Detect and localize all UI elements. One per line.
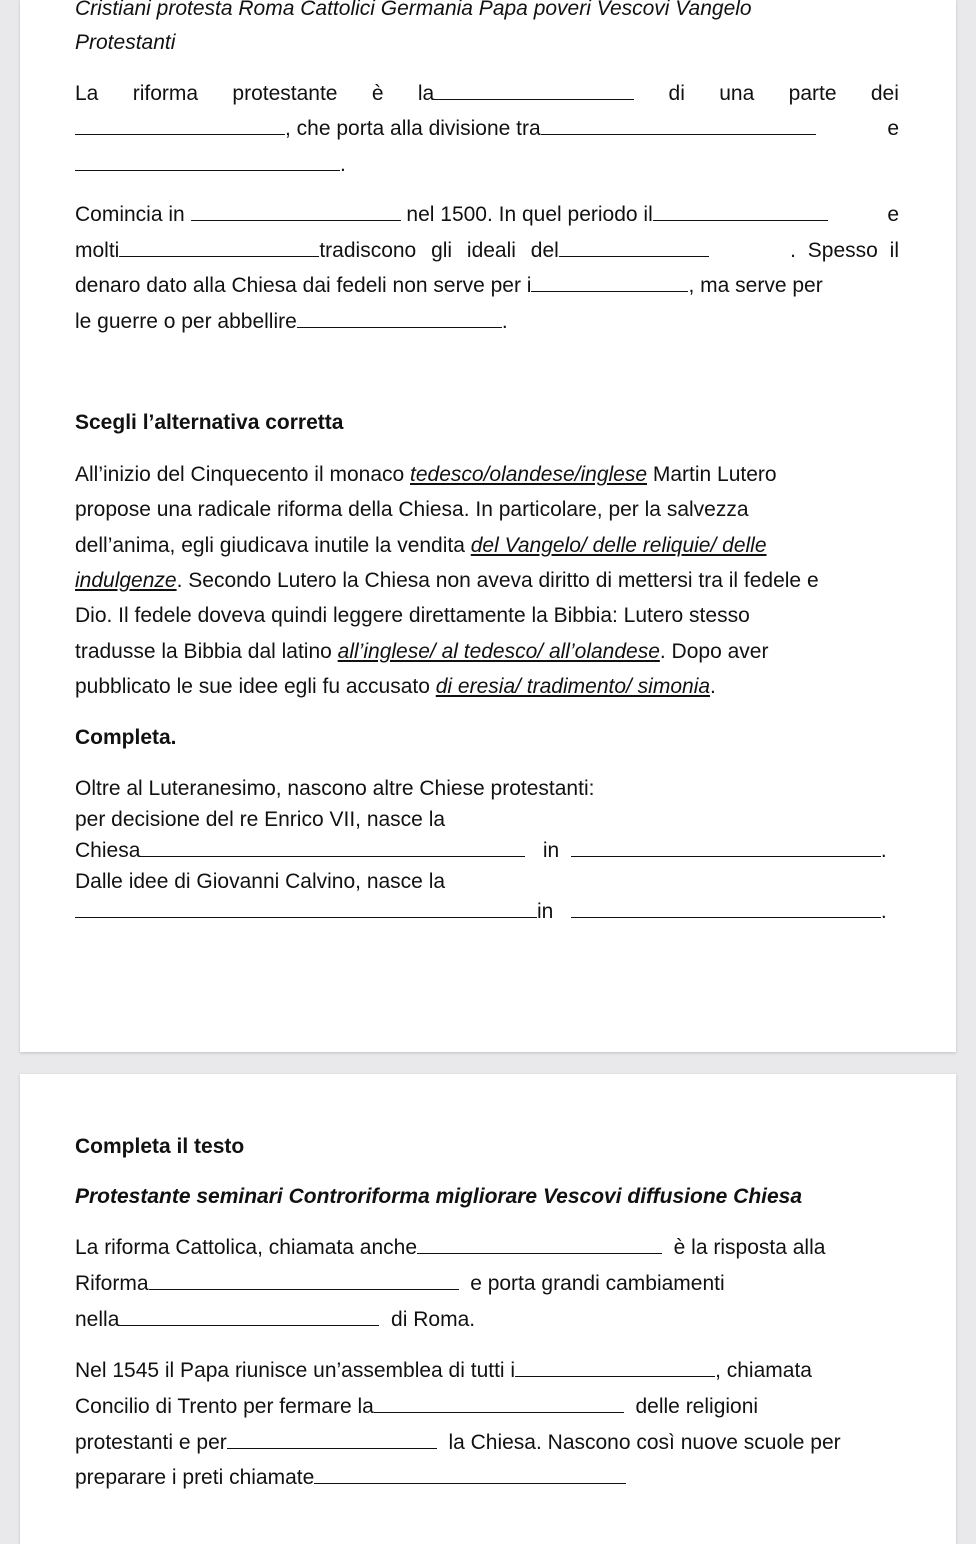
choice-line-5: Dio. Il fedele doveva quindi leggere direttamente la Bibbia: Lutero stesso	[75, 604, 750, 627]
fill-blank[interactable]	[297, 309, 502, 328]
fill-blank[interactable]	[541, 116, 816, 135]
p2-line-4: le guerre o per abbellire .	[75, 310, 508, 333]
choice-line-3: dell’anima, egli giudicava inutile la vendita del Vangelo/ delle reliquie/ delle	[75, 534, 767, 557]
fill-blank[interactable]	[119, 238, 319, 257]
s4-p1-line-3: nella di Roma.	[75, 1308, 476, 1331]
complete-line-4: Dalle idee di Giovanni Calvino, nasce la	[75, 870, 446, 893]
complete-line-1: Oltre al Luteranesimo, nascono altre Chiese protestanti:	[75, 777, 595, 800]
fill-blank[interactable]	[119, 1307, 379, 1326]
fill-blank[interactable]	[571, 838, 881, 857]
p2-line-3: denaro dato alla Chiesa dai fedeli non serve per i , ma serve per	[75, 274, 823, 297]
choice-option[interactable]: all’inglese/ al tedesco/ all’olandese	[337, 640, 660, 663]
word-bank-line-1: Cristiani protesta Roma Cattolici Germania Papa poveri Vescovi Vangelo	[75, 0, 752, 20]
choice-option[interactable]: di eresia/ tradimento/ simonia	[435, 675, 711, 698]
fill-blank[interactable]	[417, 1235, 662, 1254]
s4-p2-line-3: protestanti e per la Chiesa. Nascono così nuove scuole per	[75, 1431, 841, 1454]
s4-p2-line-1: Nel 1545 il Papa riunisce un’assemblea di tutti i , chiamata	[75, 1359, 812, 1382]
choice-option[interactable]: del Vangelo/ delle reliquie/ delle	[470, 534, 767, 557]
complete-line-2: per decisione del re Enrico VII, nasce la	[75, 808, 446, 831]
choice-line-1: All’inizio del Cinquecento il monaco tedesco/olandese/inglese Martin Lutero	[75, 463, 777, 486]
choice-line-4: indulgenze. Secondo Lutero la Chiesa non aveva diritto di mettersi tra il fedele e	[75, 569, 819, 592]
s4-p2-line-2: Concilio di Trento per fermare la delle religioni	[75, 1395, 759, 1418]
s4-p1-line-1: La riforma Cattolica, chiamata anche è la risposta alla	[75, 1236, 826, 1259]
complete-line-5: in .	[75, 899, 887, 925]
fill-blank[interactable]	[149, 1271, 459, 1290]
s4-p1-line-2: Riforma e porta grandi cambiamenti	[75, 1272, 725, 1295]
p2-line-2: molti tradiscono gli ideali del . Spesso il	[75, 239, 899, 262]
choice-line-2: propose una radicale riforma della Chiesa. In particolare, per la salvezza	[75, 498, 749, 521]
fill-blank[interactable]	[374, 1394, 624, 1413]
fill-blank[interactable]	[653, 202, 828, 221]
fill-blank[interactable]	[434, 81, 634, 100]
choice-option[interactable]: indulgenze	[75, 569, 177, 592]
choice-option[interactable]: tedesco/olandese/inglese	[410, 463, 648, 486]
fill-blank[interactable]	[515, 1358, 715, 1377]
section-heading-complete-text: Completa il testo	[75, 1135, 245, 1158]
fill-blank[interactable]	[314, 1465, 626, 1484]
fill-blank[interactable]	[140, 838, 525, 857]
p1-line-3: .	[75, 152, 346, 178]
fill-blank[interactable]	[559, 238, 709, 257]
fill-blank[interactable]	[75, 152, 340, 171]
word-bank-line-2: Protestanti	[75, 31, 176, 54]
p1-line-1: La riforma protestante è la di una parte dei	[75, 82, 899, 105]
p2-line-1: Comincia in nel 1500. In quel periodo il e	[75, 203, 899, 226]
fill-blank[interactable]	[75, 116, 285, 135]
fill-blank[interactable]	[227, 1430, 437, 1449]
fill-blank[interactable]	[571, 899, 881, 918]
section-heading-choose: Scegli l’alternativa corretta	[75, 411, 344, 434]
choice-line-7: pubblicato le sue idee egli fu accusato di eresia/ tradimento/ simonia.	[75, 675, 716, 698]
choice-line-6: tradusse la Bibbia dal latino all’inglese/ al tedesco/ all’olandese. Dopo aver	[75, 640, 769, 663]
fill-blank[interactable]	[531, 273, 688, 292]
complete-line-3: Chiesa in .	[75, 839, 887, 862]
s4-p2-line-4: preparare i preti chiamate	[75, 1465, 626, 1491]
section-heading-complete: Completa.	[75, 726, 177, 749]
p1-line-2: , che porta alla divisione tra e	[75, 116, 899, 142]
fill-blank[interactable]	[191, 202, 401, 221]
word-bank-2: Protestante seminari Controriforma migliorare Vescovi diffusione Chiesa	[75, 1185, 803, 1208]
fill-blank[interactable]	[75, 899, 537, 918]
